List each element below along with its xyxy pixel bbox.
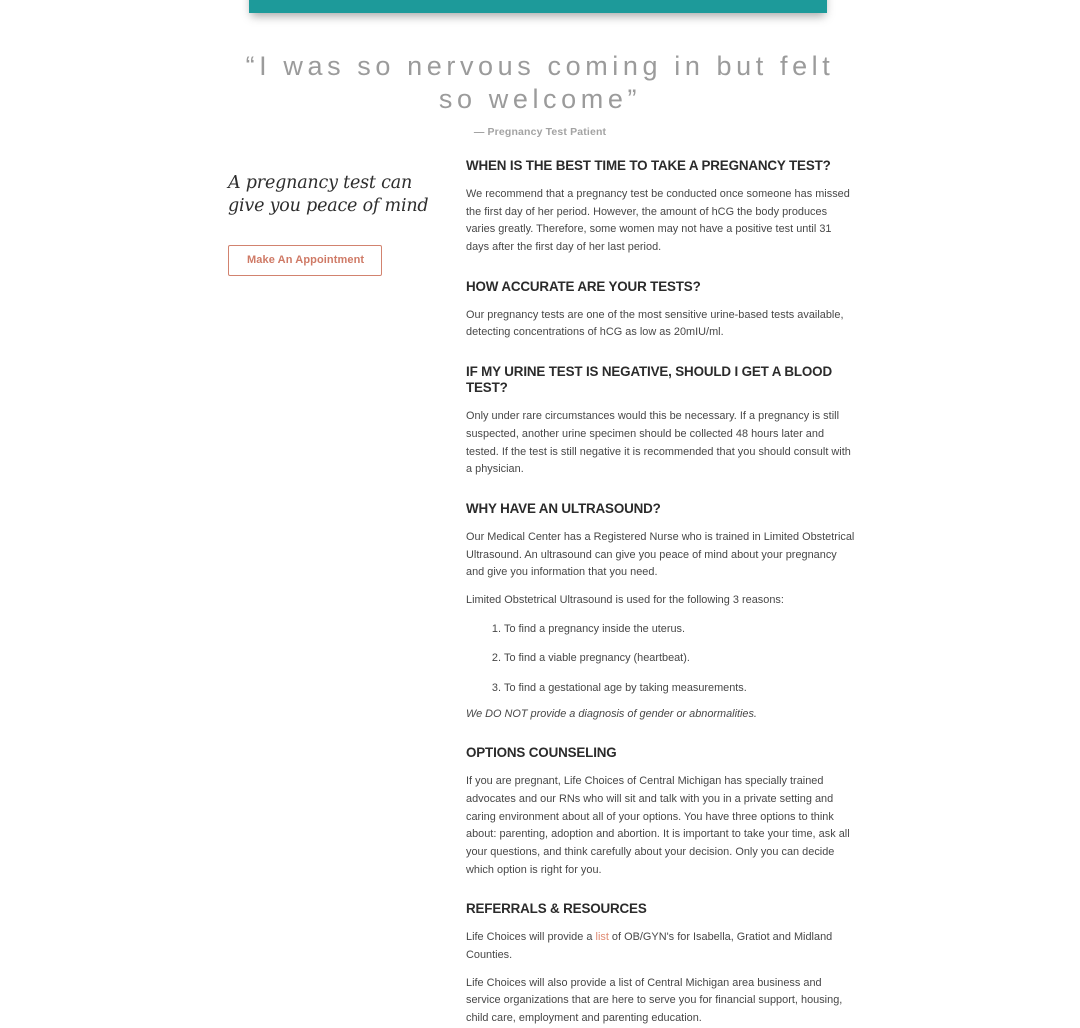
ultrasound-reasons-list — [466, 621, 856, 698]
faq-section-referrals-resources — [466, 901, 856, 1027]
list-item: 3. To find a gestational age by taking measurements. — [504, 680, 856, 698]
obgyn-list-link[interactable]: list — [595, 931, 609, 944]
section-heading: REFERRALS & RESOURCES — [466, 901, 647, 917]
testimonial-quote-block — [0, 50, 1080, 138]
section-paragraph: Our pregnancy tests are one of the most sensitive urine-based tests available, detecting concentrations of hCG as low as 20mIU/ml. — [466, 308, 844, 339]
faq-section-accuracy — [466, 279, 856, 342]
faq-section-blood-test — [466, 364, 856, 479]
faq-article — [466, 158, 856, 1028]
testimonial-attribution: — Pregnancy Test Patient — [473, 125, 607, 138]
section-heading: HOW ACCURATE ARE YOUR TESTS? — [466, 278, 701, 294]
section-paragraph: If you are pregnant, Life Choices of Central Michigan has specially trained advocates and our RNs who will sit and talk with you in a private setting and caring environment about all of your options. You have three options to think about: parenting, adoption and abortion. It is important to take your time, ask all your questions, and think carefully about your decision. Only you can decide which option is right for you. — [466, 775, 850, 876]
banner-region — [0, 0, 1080, 30]
section-paragraph: We recommend that a pregnancy test be conducted once someone has missed the first day of her period. However, the amount of hCG the body produces varies greatly. Therefore, some women may not have a positive test until 31 days after the first day of her last period. — [466, 188, 850, 254]
link-paragraph-before: Life Choices will provide a — [466, 931, 596, 944]
section-heading: OPTIONS COUNSELING — [466, 745, 617, 761]
teal-banner-strip — [249, 0, 827, 13]
sidebar-column — [228, 172, 438, 276]
section-heading: WHY HAVE AN ULTRASOUND? — [466, 500, 661, 516]
list-item: 1. To find a pregnancy inside the uterus. — [504, 621, 856, 639]
make-an-appointment-button[interactable]: Make An Appointment — [228, 245, 382, 276]
section-paragraph: Only under rare circumstances would this be necessary. If a pregnancy is still suspected, another urine specimen should be collected 48 hours later and tested. If the test is still negative it is recommended that you should consult with a physician. — [466, 410, 851, 476]
section-paragraph: Limited Obstetrical Ultrasound is used for the following 3 reasons: — [466, 593, 784, 606]
ultrasound-disclaimer: We DO NOT provide a diagnosis of gender or abnormalities. — [466, 707, 757, 720]
faq-section-best-time — [466, 158, 856, 257]
link-paragraph-after: of OB/GYN's for Isabella, Gratiot and Midland Counties. — [466, 931, 833, 961]
section-heading: IF MY URINE TEST IS NEGATIVE, SHOULD I GET A BLOOD TEST? — [466, 364, 832, 396]
faq-section-options-counseling — [466, 745, 856, 879]
testimonial-quote-text: “I was so nervous coming in but felt so welcome” — [245, 51, 835, 114]
faq-section-ultrasound — [466, 501, 856, 723]
section-heading: WHEN IS THE BEST TIME TO TAKE A PREGNANCY TEST? — [466, 158, 831, 173]
list-item: 2. To find a viable pregnancy (heartbeat). — [504, 650, 856, 668]
section-paragraph: Life Choices will also provide a list of Central Michigan area business and service organizations that are here to serve you for financial support, housing, child care, employment and parenting education. — [466, 976, 843, 1024]
section-paragraph: Our Medical Center has a Registered Nurse who is trained in Limited Obstetrical Ultrasound. An ultrasound can give you peace of mind about your pregnancy and give you information that you need. — [466, 530, 855, 579]
sidebar-headline: A pregnancy test can give you peace of mind — [228, 173, 429, 217]
referrals-link-paragraph — [466, 929, 856, 964]
